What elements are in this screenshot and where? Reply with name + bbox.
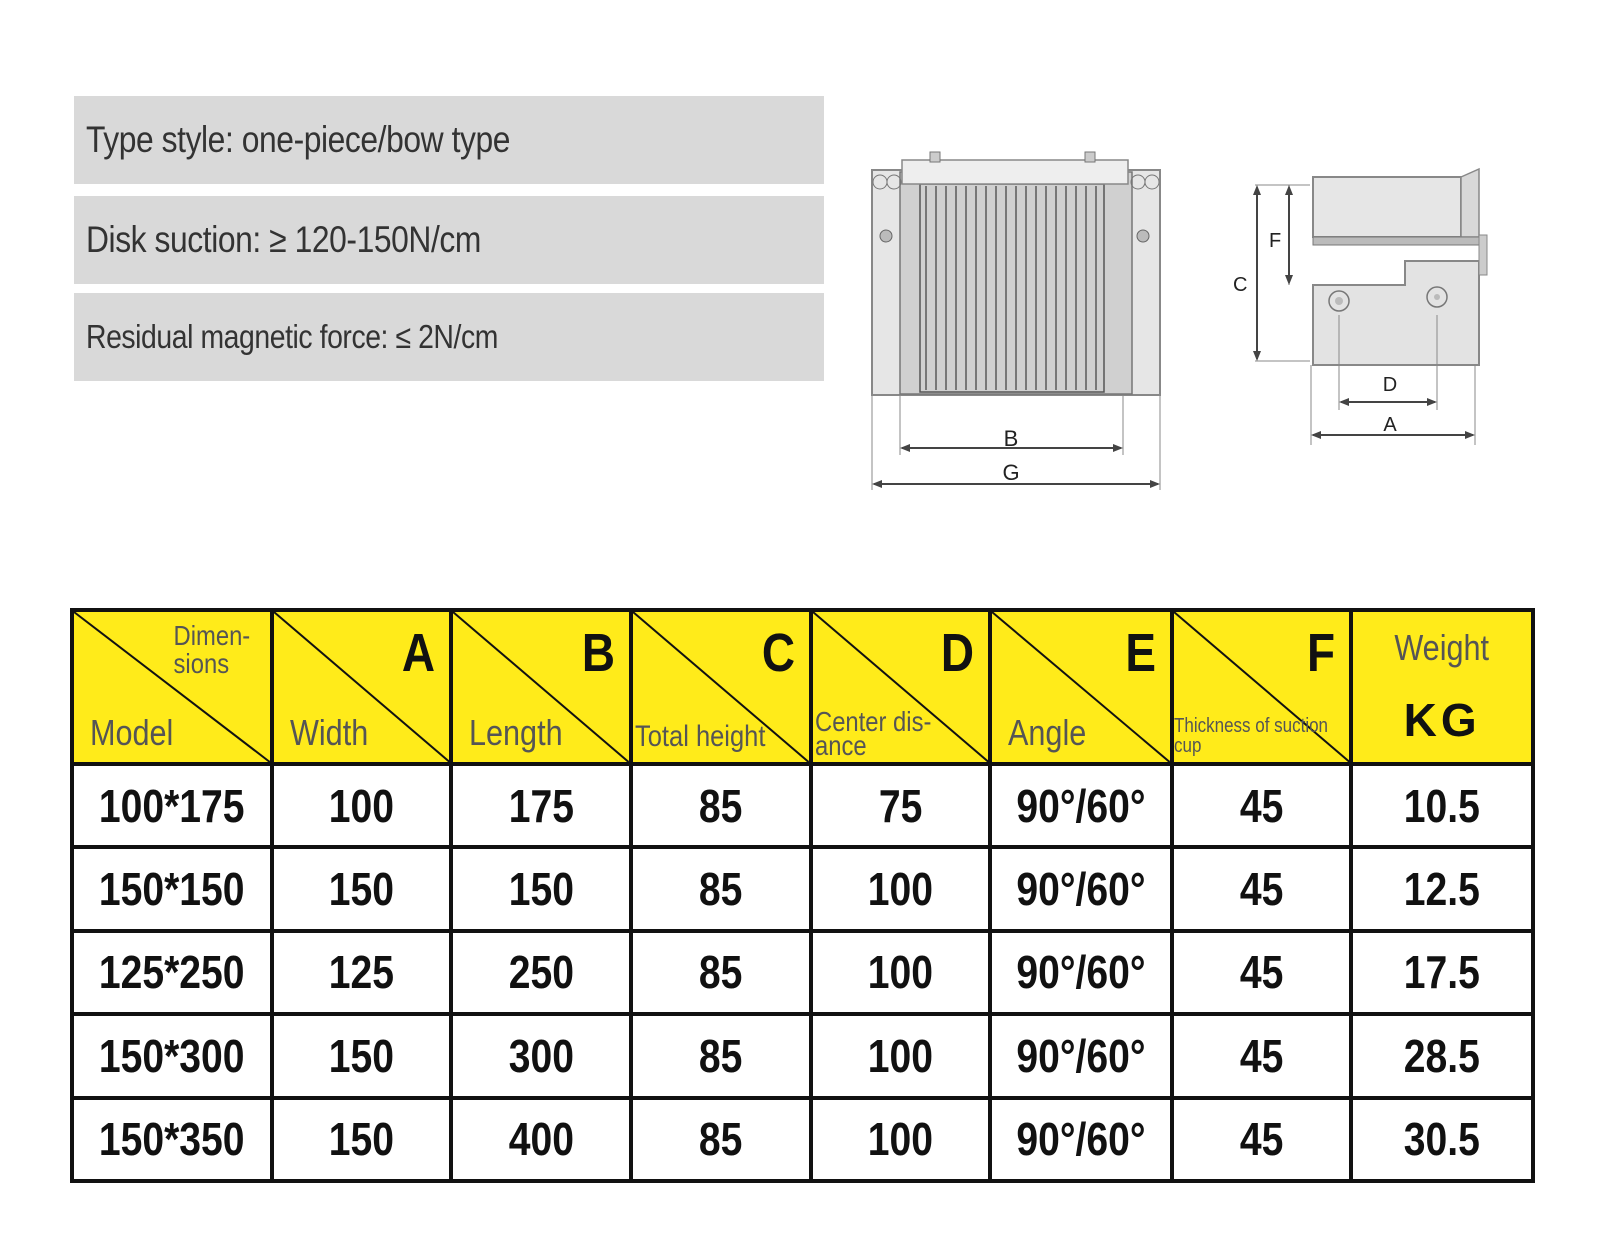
cell-length: 300 (451, 1014, 631, 1097)
cell-thickness: 45 (1172, 931, 1352, 1014)
cell-weight: 17.5 (1351, 931, 1533, 1014)
header-c-label: Total height (634, 720, 766, 753)
header-b-letter: B (581, 623, 615, 683)
table-row (72, 847, 1533, 930)
header-weight-unit: KG (1403, 694, 1481, 746)
header-b (451, 610, 631, 764)
header-e-label: Angle (1008, 712, 1087, 753)
cell-angle: 90°/60° (990, 1098, 1172, 1181)
header-weight-label: Weight (1394, 627, 1490, 668)
cell-total-height: 85 (631, 1098, 811, 1181)
header-model-corner: Dimen- sions (173, 620, 250, 679)
header-d-label: Center dis-ance (814, 706, 931, 761)
spec-disk-suction (74, 196, 824, 284)
table-row (72, 764, 1533, 847)
cell-model: 150*300 (72, 1014, 272, 1097)
header-a-letter: A (402, 623, 436, 683)
label-B: B (1003, 426, 1019, 451)
label-C: C (1233, 274, 1248, 296)
header-model-label: Model (90, 712, 174, 753)
spec-type-style (74, 96, 824, 184)
cell-weight: 30.5 (1351, 1098, 1533, 1181)
cell-center-distance: 100 (811, 847, 991, 930)
cell-total-height: 85 (631, 764, 811, 847)
cell-thickness: 45 (1172, 847, 1352, 930)
table-row (72, 1014, 1533, 1097)
cell-width: 100 (272, 764, 452, 847)
cell-weight: 10.5 (1351, 764, 1533, 847)
cell-total-height: 85 (631, 847, 811, 930)
cell-length: 250 (451, 931, 631, 1014)
table-row (72, 1098, 1533, 1181)
spec-disk-suction-text: Disk suction: ≥ 120-150N/cm (86, 219, 481, 260)
cell-center-distance: 100 (811, 931, 991, 1014)
spec-residual-force (74, 293, 824, 381)
cell-length: 175 (451, 764, 631, 847)
cell-width: 150 (272, 847, 452, 930)
header-b-label: Length (469, 712, 563, 753)
cell-model: 100*175 (72, 764, 272, 847)
label-D: D (1382, 374, 1398, 396)
header-e (990, 610, 1172, 764)
cell-center-distance: 75 (811, 764, 991, 847)
spec-type-style-text: Type style: one-piece/bow type (86, 119, 510, 160)
label-A: A (1383, 414, 1397, 436)
header-c (631, 610, 811, 764)
label-G: G (1002, 460, 1020, 485)
cell-length: 150 (451, 847, 631, 930)
cell-width: 150 (272, 1098, 452, 1181)
header-weight (1351, 610, 1533, 764)
header-f-letter: F (1307, 623, 1336, 683)
cell-width: 150 (272, 1014, 452, 1097)
header-d (811, 610, 991, 764)
cell-weight: 12.5 (1351, 847, 1533, 930)
header-f-label: Thickness of suction cup (1173, 715, 1328, 757)
cell-thickness: 45 (1172, 764, 1352, 847)
spec-residual-force-text: Residual magnetic force: ≤ 2N/cm (86, 318, 498, 355)
cell-width: 125 (272, 931, 452, 1014)
cell-angle: 90°/60° (990, 764, 1172, 847)
header-a (272, 610, 452, 764)
header-a-label: Width (289, 712, 368, 753)
cell-weight: 28.5 (1351, 1014, 1533, 1097)
header-model (72, 610, 272, 764)
cell-angle: 90°/60° (990, 1014, 1172, 1097)
table-row (72, 931, 1533, 1014)
cell-length: 400 (451, 1098, 631, 1181)
cell-model: 150*150 (72, 847, 272, 930)
cell-thickness: 45 (1172, 1098, 1352, 1181)
cell-angle: 90°/60° (990, 847, 1172, 930)
cell-angle: 90°/60° (990, 931, 1172, 1014)
spec-table (70, 608, 1535, 1183)
front-view-diagram (870, 150, 1190, 505)
cell-center-distance: 100 (811, 1098, 991, 1181)
header-c-letter: C (761, 623, 795, 683)
cell-total-height: 85 (631, 1014, 811, 1097)
cell-center-distance: 100 (811, 1014, 991, 1097)
cell-model: 125*250 (72, 931, 272, 1014)
cell-thickness: 45 (1172, 1014, 1352, 1097)
header-e-letter: E (1125, 623, 1156, 683)
table-header-row (72, 610, 1533, 764)
cell-total-height: 85 (631, 931, 811, 1014)
cell-model: 150*350 (72, 1098, 272, 1181)
header-d-letter: D (940, 623, 975, 683)
label-F: F (1269, 230, 1282, 252)
header-f (1172, 610, 1352, 764)
side-view-diagram (1233, 165, 1535, 465)
